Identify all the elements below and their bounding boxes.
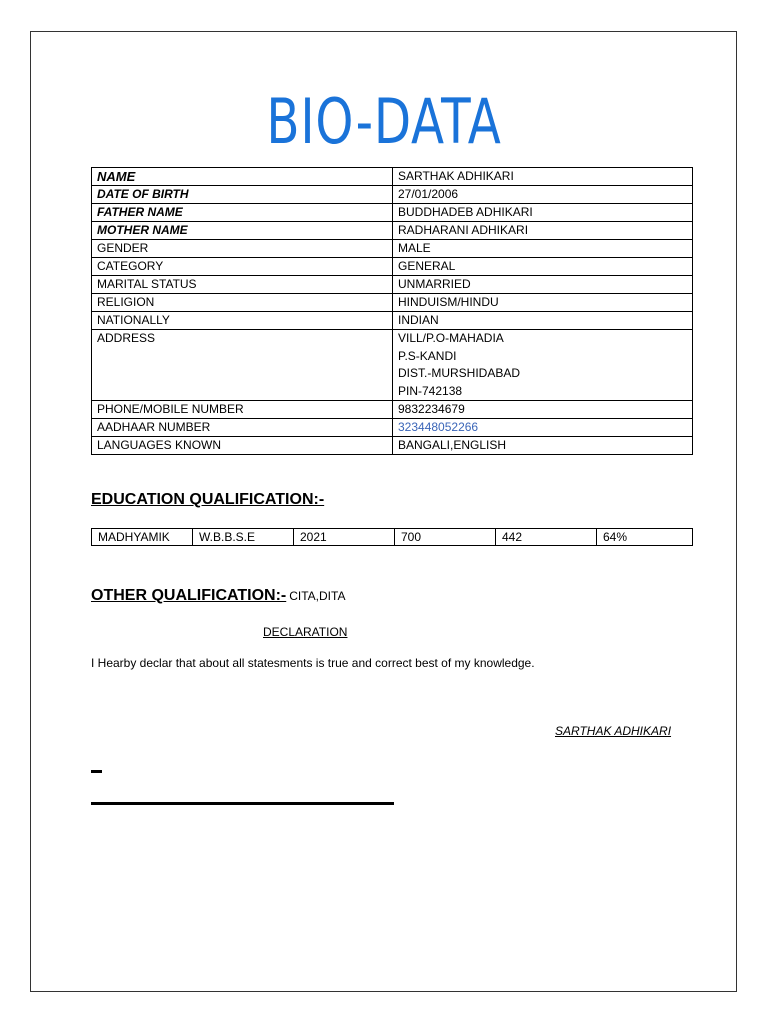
row-label-phone: PHONE/MOBILE NUMBER — [92, 401, 393, 419]
table-row — [92, 186, 693, 204]
row-value-marital-status: UNMARRIED — [393, 276, 693, 294]
row-value-dob: 27/01/2006 — [393, 186, 693, 204]
row-value-address — [393, 330, 693, 401]
education-total-marks: 700 — [395, 529, 496, 546]
row-label-religion: RELIGION — [92, 294, 393, 312]
education-exam: MADHYAMIK — [92, 529, 193, 546]
table-row — [92, 222, 693, 240]
table-row — [92, 240, 693, 258]
row-label-marital-status: MARITAL STATUS — [92, 276, 393, 294]
row-value-category: GENERAL — [393, 258, 693, 276]
row-value-mother: RADHARANI ADHIKARI — [393, 222, 693, 240]
row-label-name: NAME — [92, 168, 393, 186]
dash-mark — [91, 770, 102, 773]
row-value-name: SARTHAK ADHIKARI — [393, 168, 693, 186]
row-label-nationality: NATIONALLY — [92, 312, 393, 330]
education-percentage: 64% — [597, 529, 693, 546]
row-label-dob: DATE OF BIRTH — [92, 186, 393, 204]
declaration-title: DECLARATION — [263, 625, 348, 639]
row-value-father: BUDDHADEB ADHIKARI — [393, 204, 693, 222]
row-label-gender: GENDER — [92, 240, 393, 258]
education-year: 2021 — [294, 529, 395, 546]
address-line-village: VILL/P.O-MAHADIA — [398, 331, 504, 345]
table-row — [92, 437, 693, 455]
education-obtained-marks: 442 — [496, 529, 597, 546]
table-row — [92, 529, 693, 546]
address-line-police-station: P.S-KANDI — [398, 348, 457, 363]
personal-details-table — [91, 167, 693, 455]
row-label-aadhaar: AADHAAR NUMBER — [92, 419, 393, 437]
row-label-address: ADDRESS — [92, 330, 393, 401]
table-row — [92, 312, 693, 330]
row-label-languages: LANGUAGES KNOWN — [92, 437, 393, 455]
table-row — [92, 258, 693, 276]
row-value-aadhaar-link[interactable]: 323448052266 — [393, 419, 693, 437]
page-title: BIO-DATA — [266, 85, 502, 158]
education-table — [91, 528, 693, 546]
other-qualification-value: CITA,DITA — [289, 589, 346, 603]
education-heading: EDUCATION QUALIFICATION:- — [91, 491, 325, 508]
table-row — [92, 168, 693, 186]
row-value-gender: MALE — [393, 240, 693, 258]
address-line-district: DIST.-MURSHIDABAD — [398, 366, 521, 381]
row-value-languages: BANGALI,ENGLISH — [393, 437, 693, 455]
other-qualification — [91, 587, 345, 605]
signature-rule — [91, 802, 394, 805]
address-line-pin: PIN-742138 — [398, 383, 463, 398]
table-row — [92, 401, 693, 419]
row-label-father: FATHER NAME — [92, 204, 393, 222]
row-label-category: CATEGORY — [92, 258, 393, 276]
table-row — [92, 294, 693, 312]
declaration-text: I Hearby declar that about all statesments is true and correct best of my knowledge. — [91, 656, 535, 670]
table-row — [92, 419, 693, 437]
row-value-nationality: INDIAN — [393, 312, 693, 330]
table-row — [92, 330, 693, 401]
row-value-phone: 9832234679 — [393, 401, 693, 419]
other-qualification-heading: OTHER QUALIFICATION:- — [91, 587, 287, 604]
table-row — [92, 276, 693, 294]
row-label-mother: MOTHER NAME — [92, 222, 393, 240]
table-row — [92, 204, 693, 222]
education-board: W.B.B.S.E — [193, 529, 294, 546]
signature-name: SARTHAK ADHIKARI — [555, 724, 672, 738]
row-value-religion: HINDUISM/HINDU — [393, 294, 693, 312]
